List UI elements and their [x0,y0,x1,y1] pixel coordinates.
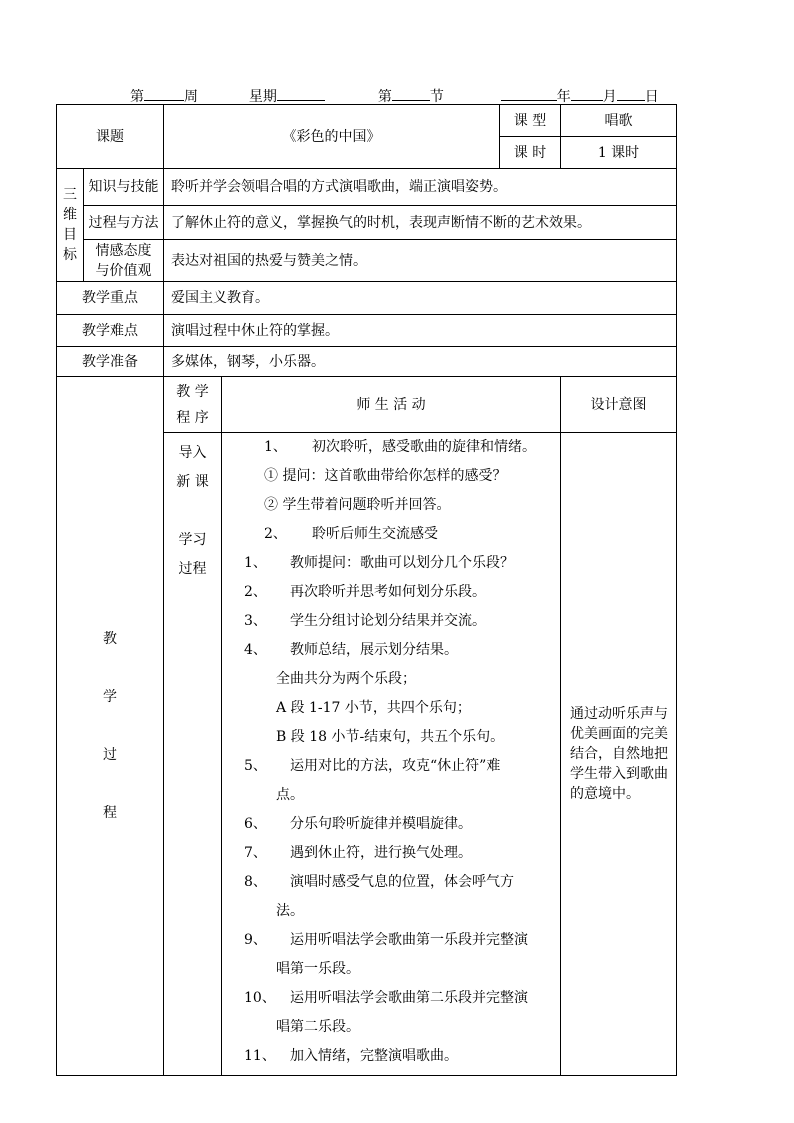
activity-item [222,640,560,669]
activity-text: 遇到休止符，进行换气处理。 [290,845,472,861]
activity-text: B 段 18 小节-结束句，共五个乐句。 [276,729,505,745]
knowledge-skills-label: 知识与技能 [84,169,164,206]
activity-item [222,466,560,495]
activity-item [222,1017,560,1046]
activity-text: 运用听唱法学会歌曲第一乐段并完整演 [290,932,528,948]
activity-text: ② 学生带着问题聆听并回答。 [264,497,451,513]
activity-number: 1、 [244,555,267,571]
activity-text: 加入情绪，完整演唱歌曲。 [290,1048,458,1064]
activity-list [222,433,561,1076]
activity-text: 教师提问：歌曲可以划分几个乐段？ [290,555,514,571]
lesson-hours-value: 1 课时 [561,137,677,169]
teaching-preparation-label: 教学准备 [57,347,164,377]
process-method-value: 了解休止符的意义，掌握换气的时机，表现声断情不断的艺术效果。 [164,206,677,240]
activity-text: 全曲共分为两个乐段； [276,671,416,687]
week-suffix: 周 [184,89,198,105]
lesson-type-value: 唱歌 [561,105,677,137]
activity-text: 学生分组讨论划分结果并交流。 [290,613,486,629]
procedure-steps [164,433,222,1076]
activity-text: 唱第二乐段。 [276,1019,360,1035]
design-intent-header: 设计意图 [561,377,677,433]
header-line [130,86,659,106]
activity-header: 师 生 活 动 [222,377,561,433]
activity-number: 1、 [264,439,287,455]
activity-number: 4、 [244,642,267,658]
procedure-header: 教 学 程 序 [164,377,222,433]
activity-text: 唱第一乐段。 [276,961,360,977]
teaching-difficulty-value: 演唱过程中休止符的掌握。 [164,315,677,347]
activity-text: 分乐句聆听旋律并模唱旋律。 [290,816,472,832]
activity-item [222,698,560,727]
activity-item [222,814,560,843]
section-blank[interactable] [392,86,430,101]
teaching-process-label: 教 学 过 程 [57,377,164,1076]
activity-number: 9、 [244,932,267,948]
activity-text: 点。 [276,787,304,803]
activity-text: 运用听唱法学会歌曲第二乐段并完整演 [290,990,528,1006]
activity-text: 初次聆听，感受歌曲的旋律和情绪。 [312,439,536,455]
activity-text: 教师总结，展示划分结果。 [290,642,458,658]
year-blank[interactable] [501,86,557,101]
activity-item [222,727,560,756]
activity-item [222,930,560,959]
activity-item [222,611,560,640]
emotion-values-value: 表达对祖国的热爱与赞美之情。 [164,240,677,282]
activity-number: 2、 [264,526,287,542]
teaching-preparation-value: 多媒体，钢琴，小乐器。 [164,347,677,377]
lesson-type-label: 课 型 [500,105,561,137]
activity-item [222,872,560,901]
activity-item [222,901,560,930]
activity-text: 运用对比的方法，攻克“休止符”难 [290,758,501,774]
topic-value: 《彩色的中国》 [164,105,500,169]
week-prefix: 第 [130,89,144,105]
activity-number: 6、 [244,816,267,832]
emotion-values-label: 情感态度 与价值观 [84,240,164,282]
design-intent-text: 通过动听乐声与优美画面的完美结合，自然地把学生带入到歌曲的意境中。 [561,433,677,1076]
activity-text: 演唱时感受气息的位置，体会呼气方 [290,874,514,890]
activity-item [222,495,560,524]
weekday-label: 星期 [248,89,277,105]
activity-item [222,582,560,611]
activity-item [222,524,560,553]
activity-item [222,785,560,814]
process-method-label: 过程与方法 [84,206,164,240]
activity-text: 再次聆听并思考如何划分乐段。 [290,584,486,600]
weekday-blank[interactable] [277,86,325,101]
activity-number: 7、 [244,845,267,861]
step-intro: 导入 新 课 [176,445,209,490]
day-blank[interactable] [617,86,645,101]
activity-number: 3、 [244,613,267,629]
three-dimension-goals-label: 三 维 目 标 [57,169,84,282]
activity-text: A 段 1-17 小节，共四个乐句； [276,700,471,716]
year-label: 年 [556,89,571,105]
activity-number: 8、 [244,874,267,890]
step-learning: 学习 过程 [178,532,207,577]
topic-label: 课题 [57,105,164,169]
activity-item [222,959,560,988]
knowledge-skills-value: 聆听并学会领唱合唱的方式演唱歌曲，端正演唱姿势。 [164,169,677,206]
activity-number: 5、 [244,758,267,774]
activity-number: 11、 [244,1048,276,1064]
lesson-hours-label: 课 时 [500,137,561,169]
activity-number: 2、 [244,584,267,600]
activity-item [222,1046,560,1075]
teaching-focus-value: 爱国主义教育。 [164,282,677,315]
activity-text: 法。 [276,903,304,919]
month-blank[interactable] [571,86,603,101]
activity-item [222,553,560,582]
activity-text: ① 提问：这首歌曲带给你怎样的感受？ [264,468,507,484]
week-blank[interactable] [144,86,184,101]
activity-item [222,756,560,785]
activity-item [222,437,560,466]
teaching-focus-label: 教学重点 [57,282,164,315]
activity-text: 聆听后师生交流感受 [312,526,438,542]
section-suffix: 节 [429,89,444,105]
activity-item [222,843,560,872]
teaching-difficulty-label: 教学难点 [57,315,164,347]
activity-item [222,669,560,698]
section-prefix: 第 [377,89,392,105]
month-label: 月 [602,89,617,105]
activity-number: 10、 [244,990,276,1006]
lesson-plan-table [56,104,677,1076]
activity-item [222,988,560,1017]
day-label: 日 [644,89,659,105]
